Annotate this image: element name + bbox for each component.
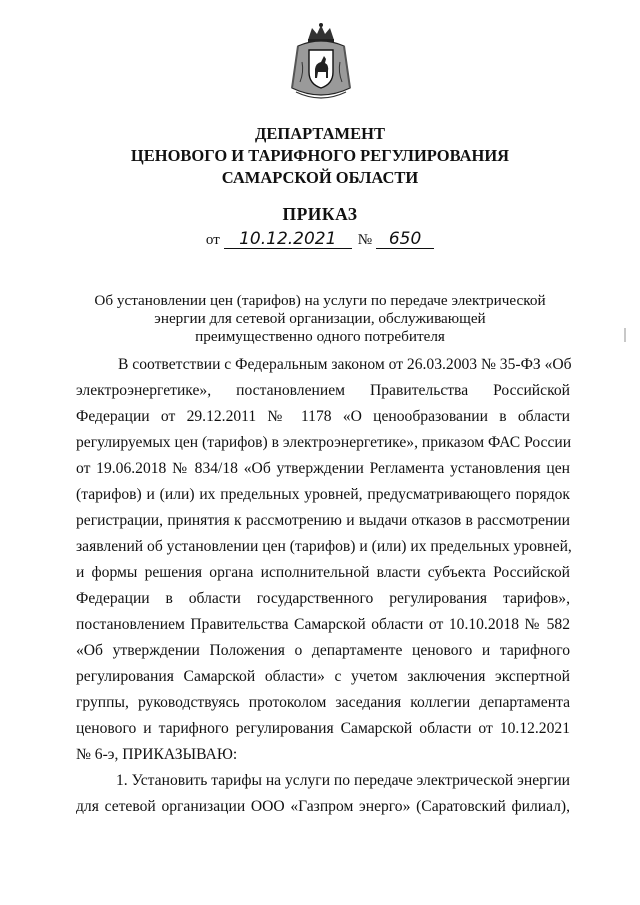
body-text-line: группы, руководствуясь протоколом заседания коллегии департамента [76,694,570,711]
body-text-line: регулируемых цен (тарифов) в электроэнергетике», приказом ФАС России [76,434,572,451]
margin-mark [624,328,626,342]
body-text-line: «Об утверждении Положения о департаменте ценового и тарифного [76,642,570,659]
body-text-line: № 6-э, ПРИКАЗЫВАЮ: [76,746,238,763]
order-date-number-line [0,230,640,249]
body-text-line: регулирования Самарской области» с учетом заключения экспертной [76,668,570,685]
subject-line: Об установлении цен (тарифов) на услуги по передаче электрической [94,292,546,309]
body-text-line: 1. Установить тарифы на услуги по передаче электрической энергии [116,772,571,789]
body-text-line: постановлением Правительства Самарской области от 10.10.2018 № 582 [76,616,570,633]
department-title-line3: САМАРСКОЙ ОБЛАСТИ [221,168,419,187]
body-text-line: регистрации, принятия к рассмотрению и выдачи отказов в рассмотрении [76,512,570,529]
body-text-line: ценового и тарифного регулирования Самарской области от 10.12.2021 [76,720,570,737]
body-text-line: для сетевой организации ООО «Газпром энерго» (Саратовский филиал), [76,798,570,815]
subject-line: энергии для сетевой организации, обслуживающей [154,310,486,327]
body-text-line: электроэнергетике», постановлением Правительства Российской [76,382,570,399]
body-text-line: Федерации в области государственного регулирования тарифов», [76,590,570,607]
order-subject [80,292,560,346]
coat-of-arms-icon [286,22,356,102]
order-title: ПРИКАЗ [282,204,358,224]
subject-line: преимущественно одного потребителя [195,328,445,345]
date-label: от [205,232,220,248]
body-text-line: В соответствии с Федеральным законом от 26.03.2003 № 35-ФЗ «Об [118,356,572,373]
order-date-value: 10.12.2021 [224,230,352,249]
body-text-line: и формы решения органа исполнительной власти субъекта Российской [76,564,570,581]
body-text-line: от 19.06.2018 № 834/18 «Об утверждении Регламента установления цен [76,460,570,477]
department-title-line1: ДЕПАРТАМЕНТ [255,124,385,143]
order-number-value: 650 [376,230,434,249]
number-label: № [357,232,373,248]
body-text-line: Федерации от 29.12.2011 № 1178 «О ценообразовании в области [76,408,570,425]
body-text-line: заявлений об установлении цен (тарифов) и (или) их предельных уровней, [76,538,572,555]
body-text-line: (тарифов) и (или) их предельных уровней, предусматривающего порядок [76,486,570,503]
department-title-line2: ЦЕНОВОГО И ТАРИФНОГО РЕГУЛИРОВАНИЯ [130,146,510,165]
